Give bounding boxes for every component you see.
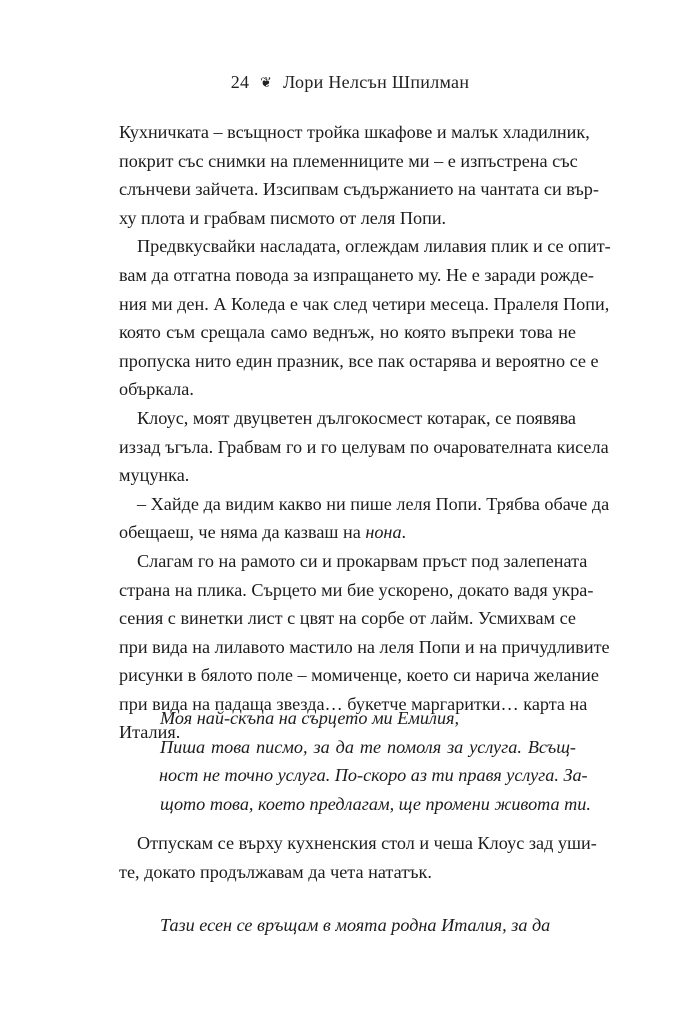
paragraph-6 (119, 829, 597, 886)
text-line: при вида на падаща звезда… букетче маргаритки… карта на (119, 693, 588, 714)
text-line: те, докато продължавам да чета нататък. (119, 861, 432, 882)
text-line: слънчеви зайчета. Изсипвам съдържанието на чантата си вър- (119, 179, 599, 200)
letter-line: щото това, което предлагам, ще промени живота ти. (160, 793, 591, 814)
letter-line: Пиша това писмо, за да те помоля за услуга. Всъщ- (160, 736, 576, 757)
body-text-after-letter (119, 829, 597, 886)
text-line: ху плота и грабвам писмото от леля Попи. (119, 207, 447, 228)
letter-line: Тази есен се връщам в моята родна Италия, за да (160, 915, 551, 935)
page-number: 24 (230, 72, 250, 92)
text-line: объркала. (119, 379, 194, 400)
text-line (119, 518, 576, 547)
letter-greeting: Моя най-скъпа на сърцето ми Емилия, (160, 708, 460, 728)
text-line: вам да отгатна повода за изпращането му. Не е заради рожде- (119, 264, 594, 285)
text-line: Кухничката – всъщност тройка шкафове и малък хладилник, (119, 122, 590, 142)
text-line: страна на плика. Сърцето ми бие ускорено, докато вадя укра- (119, 579, 594, 600)
text-segment: . (401, 522, 407, 543)
text-line: рисунки в бялото поле – момиченце, което си нарича желание (119, 665, 599, 686)
paragraph-4-dialogue (119, 490, 610, 547)
text-line: която съм срещала само веднъж, но която въпреки това не (119, 322, 576, 343)
text-line: муцунка. (119, 465, 190, 486)
letter-excerpt-2 (160, 911, 576, 940)
italic-word: нона (365, 522, 402, 543)
text-line: при вида на лилавото мастило на леля Попи и на причудливите (119, 636, 610, 657)
text-line: иззад ъгъла. Грабвам го и го целувам по очарователната кисела (119, 436, 609, 457)
running-header (0, 72, 700, 93)
paragraph-3 (119, 404, 609, 490)
letter-excerpt-1 (159, 704, 591, 818)
paragraph-1 (119, 118, 599, 232)
text-segment: обещаеш, че няма да казваш на (119, 522, 366, 543)
text-line: Предвкусвайки насладата, оглеждам лилавия плик и се опит- (137, 236, 611, 257)
author-name: Лори Нелсън Шпилман (282, 72, 470, 92)
text-line: – Хайде да видим какво ни пише леля Попи. Трябва обаче да (137, 493, 610, 514)
text-line: Италия. (119, 722, 181, 743)
text-line: Слагам го на рамото си и прокарвам пръст под залепената (137, 550, 588, 571)
letter-line: ност не точно услуга. По-скоро аз ти правя услуга. За- (159, 765, 588, 786)
text-line: ния ми ден. А Коледа е чак след четири месеца. Пралеля Попи, (119, 293, 610, 314)
text-line: пропуска нито един празник, все пак остарява и вероятно се е (119, 350, 599, 371)
body-text (119, 118, 611, 747)
paragraph-2 (119, 232, 611, 404)
fleuron-icon: ❦ (260, 76, 273, 91)
text-line: Отпускам се върху кухненския стол и чеша Клоус зад уши- (137, 833, 597, 853)
text-line: сения с винетки лист с цвят на сорбе от лайм. Усмихвам се (119, 608, 576, 629)
text-line: Клоус, моят двуцветен дългокосмест котарак, се появява (137, 407, 576, 428)
text-line: покрит със снимки на племенниците ми – е изпъстрена със (119, 150, 578, 171)
